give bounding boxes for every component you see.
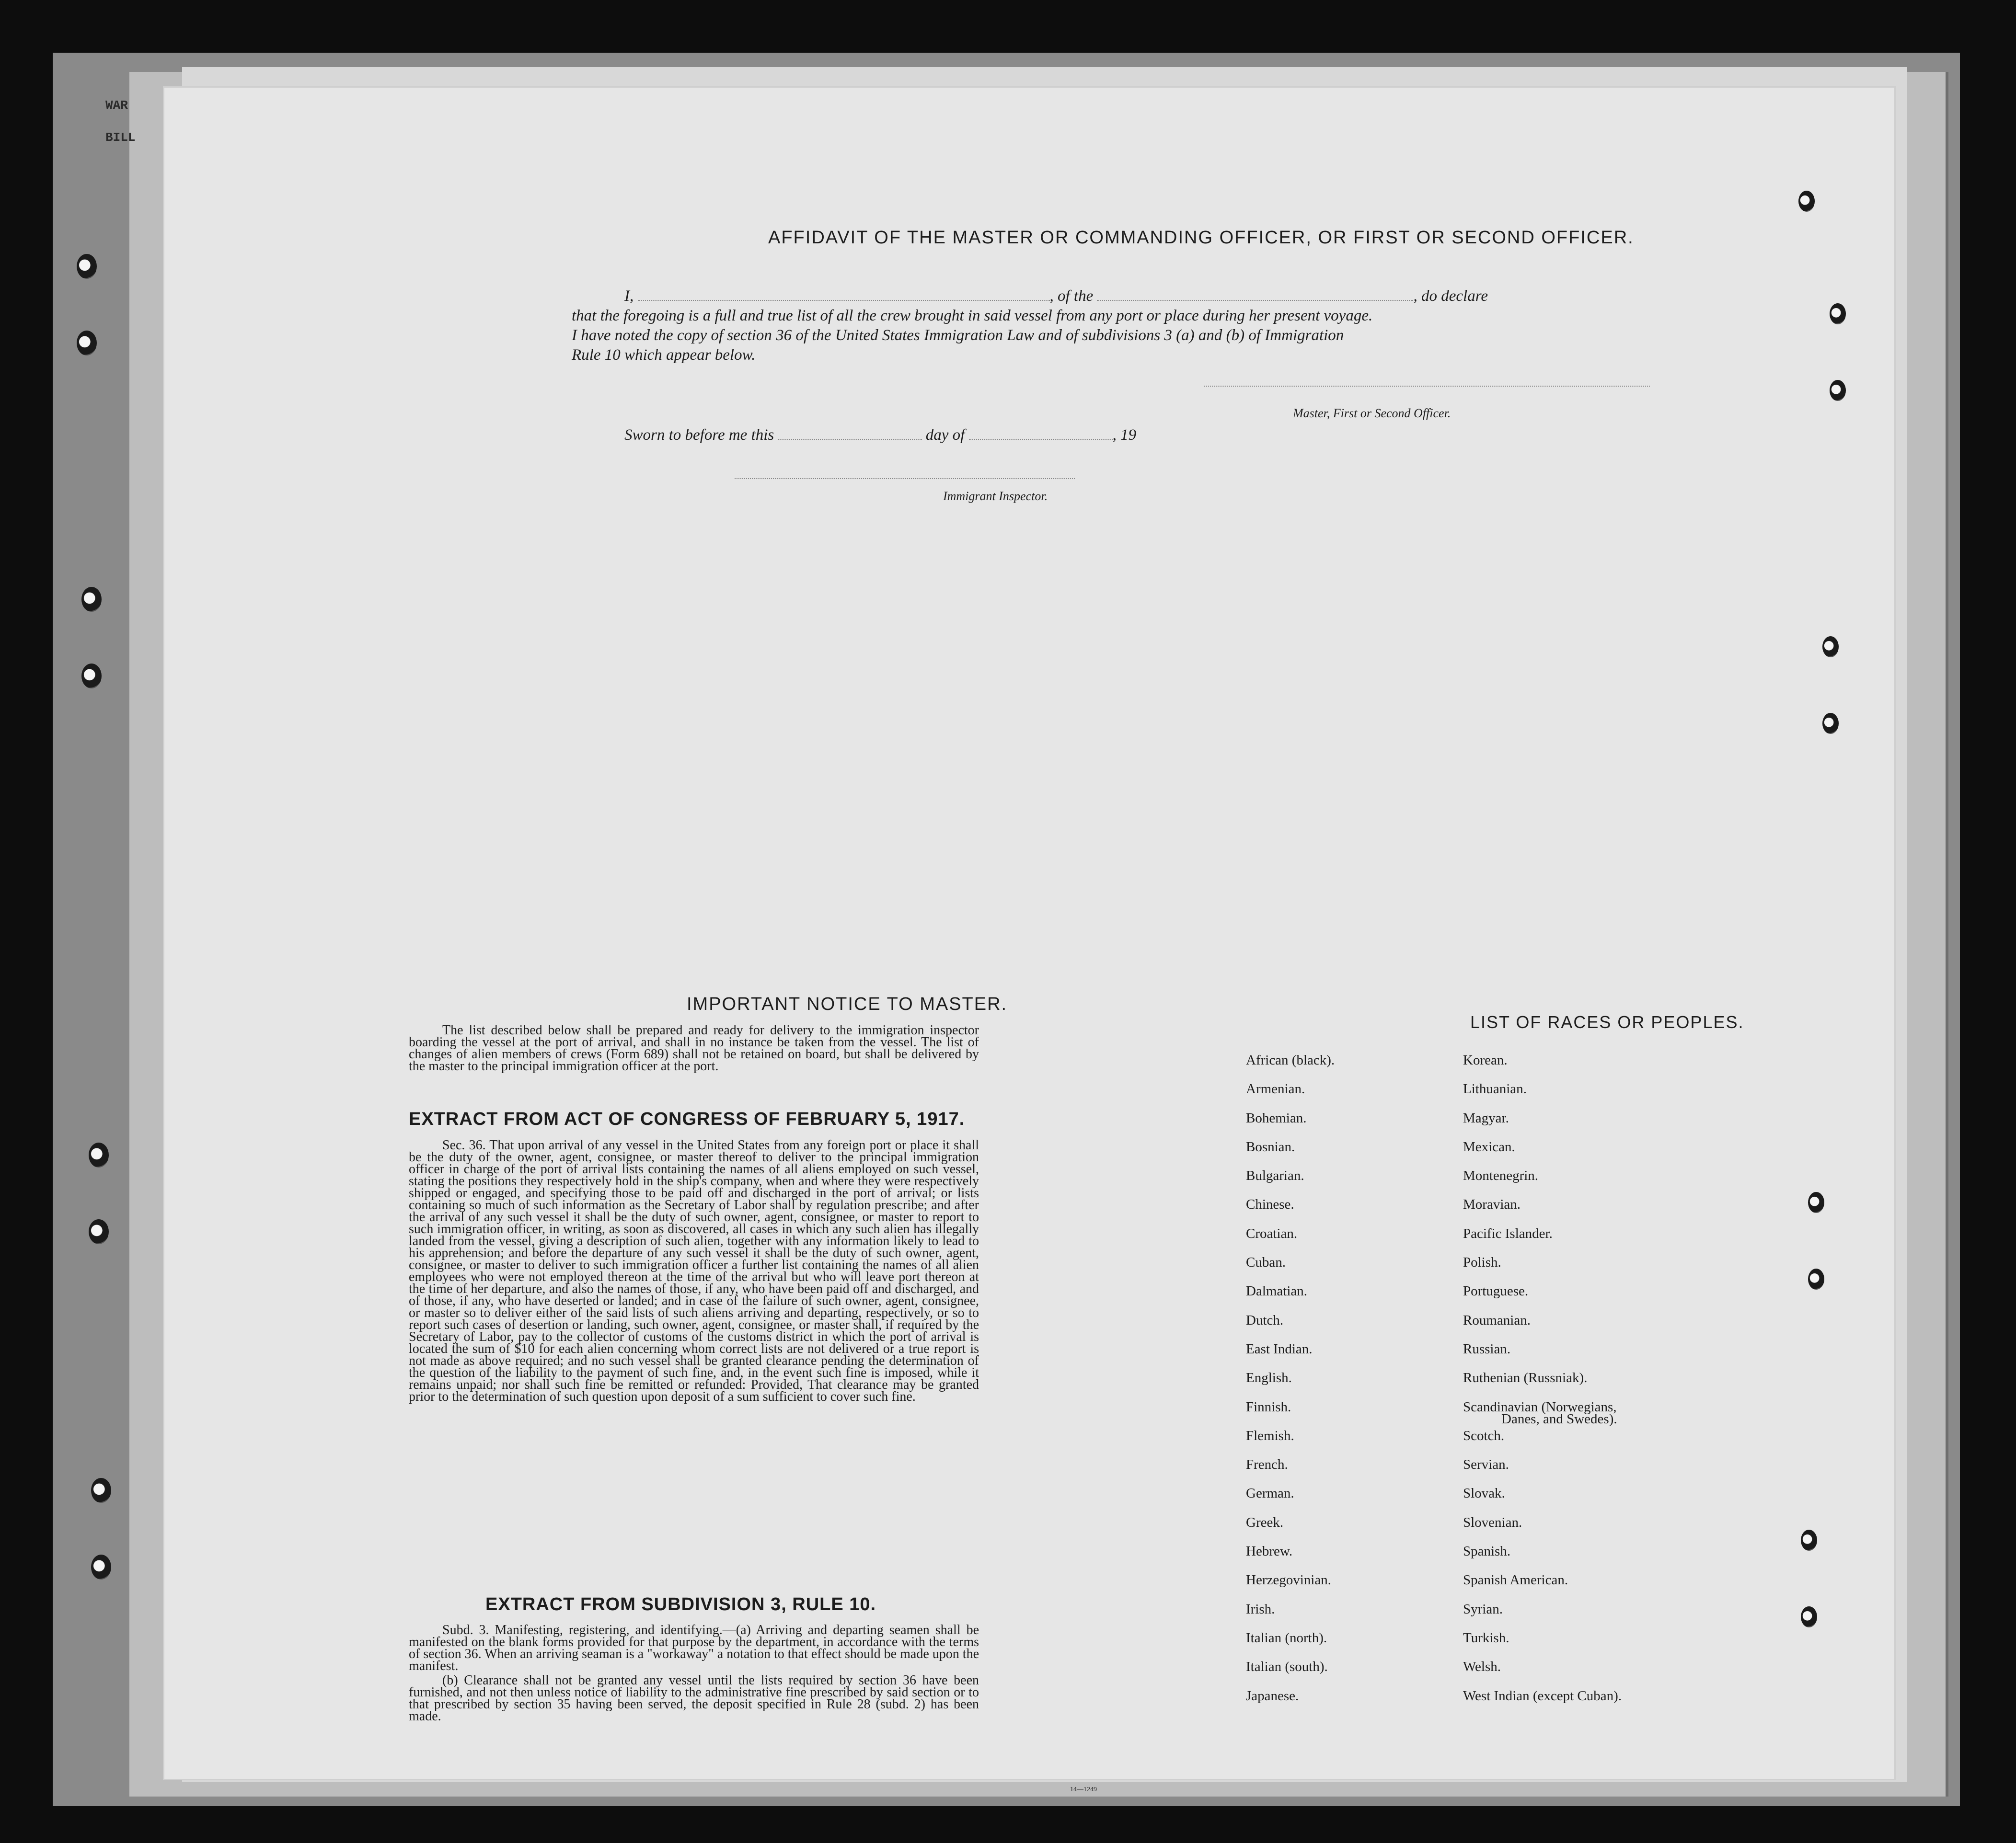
race-item: Portuguese. bbox=[1463, 1283, 1529, 1299]
race-item: Flemish. bbox=[1246, 1428, 1294, 1443]
race-item: West Indian (except Cuban). bbox=[1463, 1688, 1622, 1704]
binder-hole bbox=[77, 331, 97, 355]
punch-hole bbox=[1830, 303, 1846, 324]
name-blank[interactable] bbox=[638, 300, 1050, 301]
race-item: Bohemian. bbox=[1246, 1110, 1307, 1126]
race-item: Greek. bbox=[1246, 1514, 1284, 1530]
extract-rule-text-b: (b) Clearance shall not be granted any vessel until the lists required by section 36 have been furnished, and not then unless notice of liability to the administrative fine prescribed by said section or to that prescribed by section 35 having been served, the deposit specified in Rule 28 (subd. 2) has been made. bbox=[409, 1673, 979, 1724]
race-item: Cuban. bbox=[1246, 1255, 1286, 1271]
race-item: Roumanian. bbox=[1463, 1312, 1531, 1328]
binder-hole bbox=[89, 1143, 109, 1168]
race-item: Bulgarian. bbox=[1246, 1168, 1304, 1184]
declaration-line-2: that the foregoing is a full and true list of all the crew brought in said vessel from any port or place during her present voyage. bbox=[572, 307, 1373, 324]
margin-tab-mark: BILL bbox=[105, 130, 136, 145]
race-item: Turkish. bbox=[1463, 1630, 1509, 1646]
race-item: Croatian. bbox=[1246, 1225, 1298, 1241]
race-item: Armenian. bbox=[1246, 1081, 1305, 1097]
declaration-i: I, bbox=[624, 287, 634, 305]
race-item: Syrian. bbox=[1463, 1601, 1503, 1617]
month-blank[interactable] bbox=[969, 439, 1113, 440]
race-item: Hebrew. bbox=[1246, 1544, 1293, 1559]
notice-title: IMPORTANT NOTICE TO MASTER. bbox=[687, 994, 1008, 1014]
sworn-text: Sworn to before me this bbox=[624, 426, 774, 444]
race-item: Dalmatian. bbox=[1246, 1283, 1308, 1299]
race-item: Spanish American. bbox=[1463, 1572, 1568, 1588]
declaration-line-3: I have noted the copy of section 36 of the United States Immigration Law and of subdivisions 3 (a) and (b) of Immigration bbox=[572, 327, 1344, 344]
punch-hole bbox=[1798, 191, 1815, 212]
race-item: French. bbox=[1246, 1457, 1288, 1473]
race-item: Magyar. bbox=[1463, 1110, 1509, 1126]
punch-hole bbox=[1822, 636, 1839, 657]
binder-hole bbox=[77, 254, 97, 279]
race-item: German. bbox=[1246, 1486, 1294, 1501]
declaration-line-1 bbox=[624, 286, 1679, 306]
margin-tab-mark: WAR bbox=[105, 98, 128, 113]
vessel-blank[interactable] bbox=[1097, 300, 1413, 301]
year-text: , 19 bbox=[1112, 426, 1137, 444]
day-blank[interactable] bbox=[778, 439, 922, 440]
race-item: Montenegrin. bbox=[1463, 1168, 1539, 1184]
race-item: Japanese. bbox=[1246, 1688, 1299, 1704]
declaration-of-the: , of the bbox=[1049, 287, 1094, 305]
inspector-blank[interactable] bbox=[735, 478, 1075, 479]
race-item: Polish. bbox=[1463, 1255, 1501, 1271]
binder-hole bbox=[89, 1219, 109, 1244]
signature-blank[interactable] bbox=[1204, 386, 1650, 387]
race-item: Slovenian. bbox=[1463, 1514, 1522, 1530]
binder-hole bbox=[91, 1478, 111, 1503]
extract-rule-title: EXTRACT FROM SUBDIVISION 3, RULE 10. bbox=[485, 1594, 876, 1614]
races-right-column bbox=[1463, 1046, 1622, 1710]
race-item: Finnish. bbox=[1246, 1399, 1291, 1415]
inspector-label: Immigrant Inspector. bbox=[943, 489, 1048, 503]
race-item: Servian. bbox=[1463, 1457, 1509, 1473]
binder-hole bbox=[91, 1555, 111, 1580]
races-title: LIST OF RACES OR PEOPLES. bbox=[1470, 1012, 1744, 1032]
race-item: Russian. bbox=[1463, 1341, 1511, 1357]
race-item: Pacific Islander. bbox=[1463, 1225, 1553, 1241]
punch-hole bbox=[1830, 380, 1846, 401]
race-item: East Indian. bbox=[1246, 1341, 1313, 1357]
race-item: Korean. bbox=[1463, 1053, 1508, 1068]
day-of-text: day of bbox=[925, 426, 965, 444]
race-item: Mexican. bbox=[1463, 1139, 1515, 1155]
document-page bbox=[163, 86, 1896, 1793]
race-item: Lithuanian. bbox=[1463, 1081, 1527, 1097]
race-item: Ruthenian (Russniak). bbox=[1463, 1370, 1588, 1386]
race-item: Italian (north). bbox=[1246, 1630, 1327, 1646]
declaration-line-4: Rule 10 which appear below. bbox=[572, 346, 756, 364]
race-item: Slovak. bbox=[1463, 1486, 1505, 1501]
punch-hole bbox=[1808, 1192, 1824, 1213]
race-item: Irish. bbox=[1246, 1601, 1275, 1617]
race-item: Scotch. bbox=[1463, 1428, 1505, 1443]
race-item: Herzegovinian. bbox=[1246, 1572, 1331, 1588]
form-number: 14—1249 bbox=[1070, 1786, 1097, 1793]
race-item: Scandinavian (Norwegians, bbox=[1463, 1399, 1617, 1415]
race-item: Bosnian. bbox=[1246, 1139, 1295, 1155]
race-item: Italian (south). bbox=[1246, 1659, 1328, 1675]
notice-text: The list described below shall be prepared and ready for delivery to the immigration inspector boarding the vessel at the port of arrival, and shall in no instance be taken from the vessel. The list of changes of alien members of crews (Form 689) shall not be retained on board, but shall be delivered by the master to the principal immigration officer at the port. bbox=[409, 1023, 979, 1074]
binder-hole bbox=[81, 664, 102, 688]
race-item-continuation: Danes, and Swedes). bbox=[1501, 1411, 1617, 1427]
races-left-column bbox=[1246, 1046, 1335, 1710]
affidavit-title: AFFIDAVIT OF THE MASTER OR COMMANDING OFFICER, OR FIRST OR SECOND OFFICER. bbox=[768, 228, 1634, 248]
punch-hole bbox=[1801, 1606, 1817, 1627]
declaration-do-declare: , do declare bbox=[1413, 287, 1488, 305]
sworn-line bbox=[624, 425, 1247, 445]
punch-hole bbox=[1808, 1269, 1824, 1290]
punch-hole bbox=[1822, 713, 1839, 734]
race-item: Chinese. bbox=[1246, 1197, 1294, 1213]
extract-rule-text-a: Subd. 3. Manifesting, registering, and identifying.—(a) Arriving and departing seamen shall be manifested on the blank forms provided for that purpose by the department, in accordance with the terms of section 36. When an arriving seaman is a "workaway" a notation to that effect should be made upon the manifest. bbox=[409, 1623, 979, 1673]
race-item: English. bbox=[1246, 1370, 1292, 1386]
race-item: Welsh. bbox=[1463, 1659, 1501, 1675]
extract-act-text: Sec. 36. That upon arrival of any vessel in the United States from any foreign port or place it shall be the duty of the owner, agent, consignee, or master thereof to deliver to the principal immigration officer in charge of the port of arrival lists containing the names of all aliens employed on such vessel, stating the positions they respectively hold in the ship's company, when and where they were respectively shipped or engaged, and specifying those to be paid off and discharged in the port of arrival; or lists containing so much of such information as the Secretary of Labor shall by regulation prescribe; and after the arrival of any such vessel it shall be the duty of such owner, agent, consignee, or master to report to such immigration officer, in writing, as soon as discovered, all cases in which any such alien has illegally landed from the vessel, giving a description of such alien, together with any information likely to lead to his apprehension; and before the departure of any such vessel it shall be the duty of such owner, agent, consignee, or master to deliver to such immigration officer a further list containing the names of all alien employees who were not employed thereon at the time of the arrival but who will leave port thereon at the time of her departure, and also the names of those, if any, who have been paid off and discharged, and of those, if any, who have deserted or landed; and in case of the failure of such owner, agent, consignee, or master so to deliver either of the said lists of such aliens arriving and departing, respectively, or so to report such cases of desertion or landing, such owner, agent, consignee, or master shall, if required by the Secretary of Labor, pay to the collector of customs of the customs district in which the port of arrival is located the sum of $10 for each alien concerning whom correct lists are not delivered or a true report is not made as above required; and no such vessel shall be granted clearance pending the determination of the question of the liability to the payment of such fine, and, in the event such fine is imposed, while it remains unpaid; nor shall such fine be remitted or refunded: Provided, That clearance may be granted prior to the determination of such question upon deposit of a sum sufficient to cover such fine. bbox=[409, 1138, 979, 1404]
race-item: Moravian. bbox=[1463, 1197, 1521, 1213]
punch-hole bbox=[1801, 1530, 1817, 1551]
race-item: Dutch. bbox=[1246, 1312, 1284, 1328]
race-item: Spanish. bbox=[1463, 1544, 1511, 1559]
extract-act-title: EXTRACT FROM ACT OF CONGRESS OF FEBRUARY 5, 1917. bbox=[409, 1109, 965, 1129]
binder-hole bbox=[81, 587, 102, 612]
race-item: African (black). bbox=[1246, 1053, 1335, 1068]
signature-label: Master, First or Second Officer. bbox=[1293, 406, 1451, 420]
